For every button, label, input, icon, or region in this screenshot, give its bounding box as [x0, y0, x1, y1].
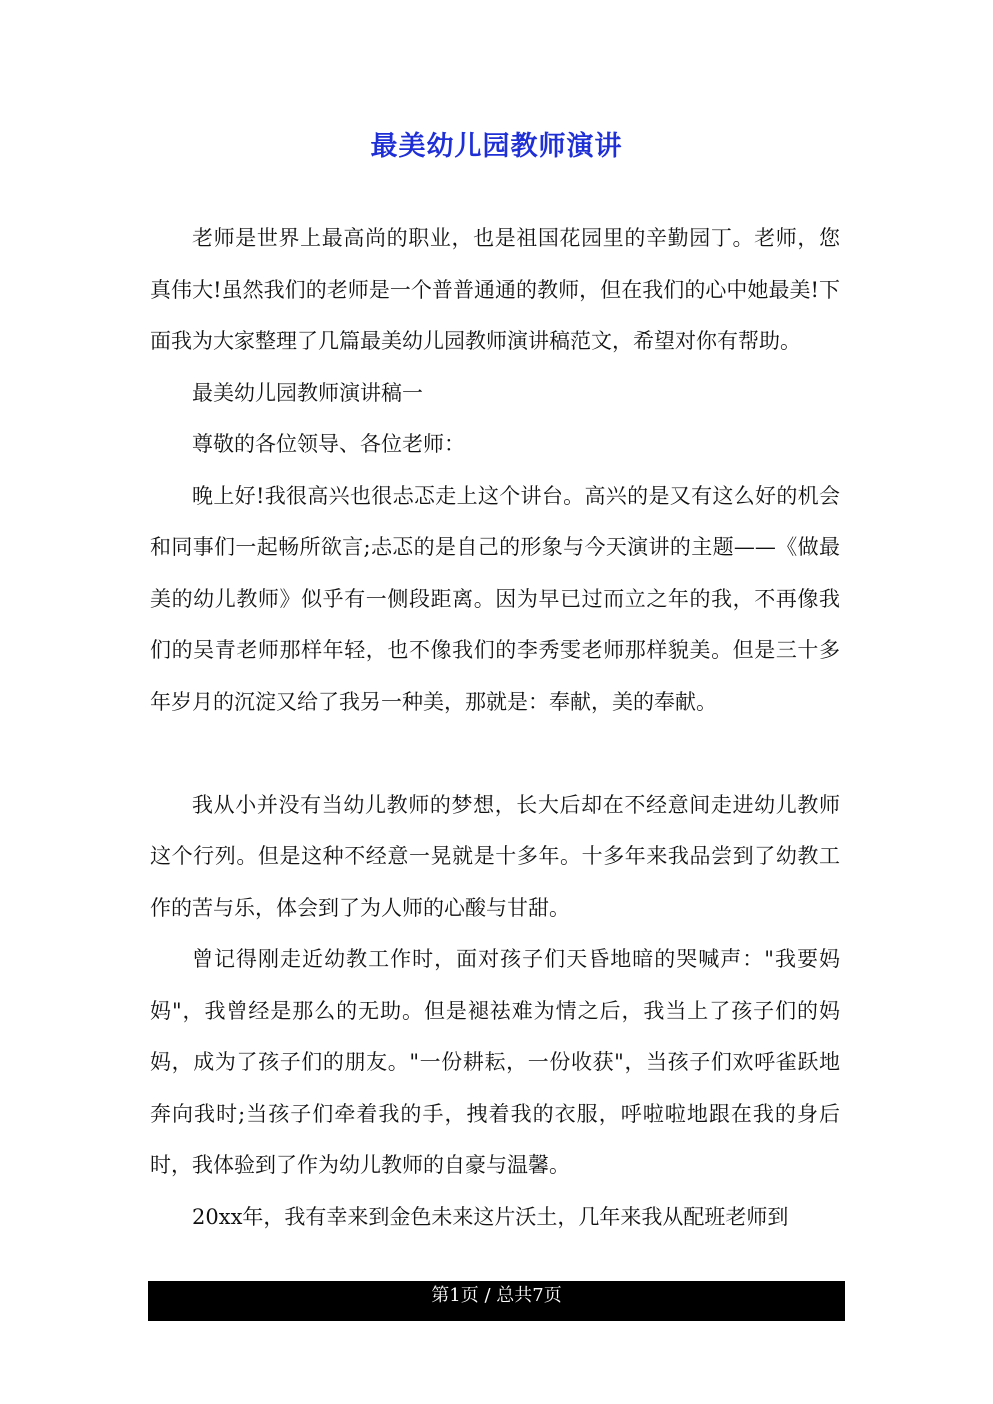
document-title: 最美幼儿园教师演讲: [370, 131, 623, 162]
speech-heading: 最美幼儿园教师演讲稿一: [192, 380, 423, 405]
body-paragraph: 我从小并没有当幼儿教师的梦想，长大后却在不经意间走进幼儿教师这个行列。但是这种不经意一晃就是十多年。十多年来我品尝到了幼教工作的苦与乐，体会到了为人师的心酸与甘甜。: [150, 792, 840, 920]
page-indicator: 第1页 / 总共7页: [431, 1285, 562, 1306]
body-paragraph: 曾记得刚走近幼教工作时，面对孩子们天昏地暗的哭喊声："我要妈妈"，我曾经是那么的无助。但是褪祛难为情之后，我当上了孩子们的妈妈，成为了孩子们的朋友。"一份耕耘，一份收获"，当孩子们欢呼雀跃地奔向我时;当孩子们牵着我的手，拽着我的衣服，呼啦啦地跟在我的身后时，我体验到了作为幼儿教师的自豪与温馨。: [150, 947, 840, 1177]
salutation: 尊敬的各位领导、各位老师：: [192, 432, 465, 456]
body-paragraph: 20xx年，我有幸来到金色未来这片沃土，几年来我从配班老师到: [192, 1204, 789, 1229]
document-body: [150, 213, 840, 1243]
intro-paragraph: 老师是世界上最高尚的职业，也是祖国花园里的辛勤园丁。老师，您真伟大!虽然我们的老师是一个普普通通的教师，但在我们的心中她最美!下面我为大家整理了几篇最美幼儿园教师演讲稿范文，希望对你有帮助。: [150, 226, 840, 353]
body-paragraph: 晚上好!我很高兴也很忐忑走上这个讲台。高兴的是又有这么好的机会和同事们一起畅所欲言;忐忑的是自己的形象与今天演讲的主题——《做最美的幼儿教师》似乎有一侧段距离。因为早已过而立之年的我，不再像我们的吴青老师那样年轻，也不像我们的李秀雯老师那样貌美。但是三十多年岁月的沉淀又给了我另一种美，那就是：奉献，美的奉献。: [150, 483, 840, 714]
page-footer: [148, 1281, 845, 1321]
